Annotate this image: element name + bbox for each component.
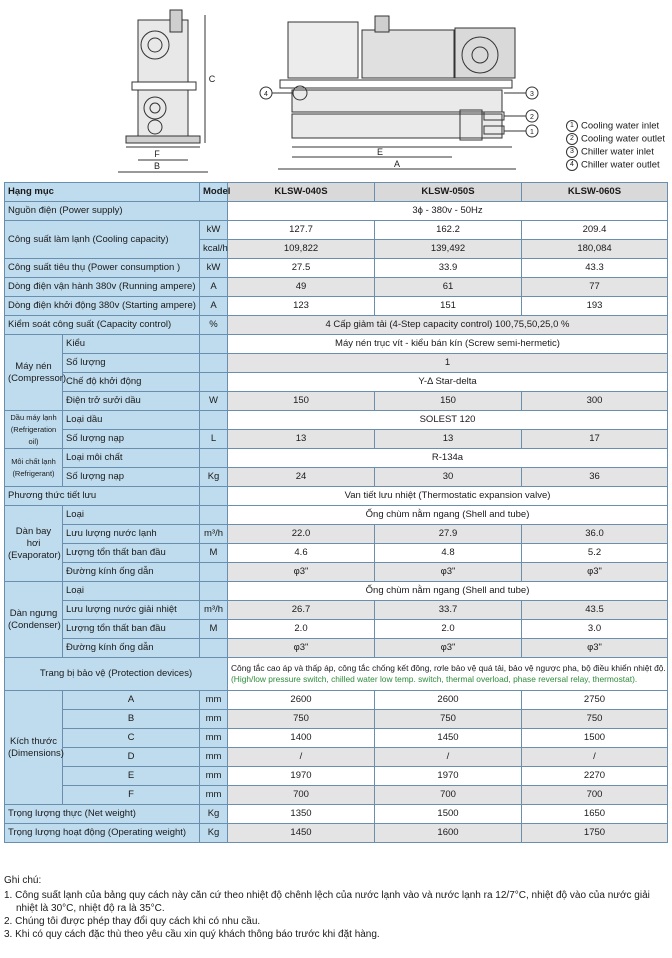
cell-value: φ3" [522,563,668,582]
row-unit [200,563,228,582]
compressor-heater-row [5,392,668,411]
row-unit: mm [200,710,228,729]
row-unit: mm [200,691,228,710]
row-unit: kW [200,259,228,278]
dim-row-a [5,691,668,710]
dim-row-b [5,710,668,729]
row-unit [200,487,228,506]
row-unit: mm [200,786,228,805]
row-label: Đường kính ống dẫn [63,639,200,658]
row-unit: L [200,430,228,449]
cell-value: 123 [228,297,375,316]
cell-value: 2.0 [375,620,522,639]
cell-value: 2270 [522,767,668,786]
evaporator-flow-row [5,525,668,544]
cell-value: 26.7 [228,601,375,620]
row-label: Dòng điện khởi động 380v (Starting ampere) [5,297,200,316]
row-label: Trọng lượng thực (Net weight) [5,805,200,824]
row-unit: W [200,392,228,411]
row-unit: kcal/h [200,240,228,259]
cell-value: 1400 [228,729,375,748]
row-value: Van tiết lưu nhiệt (Thermostatic expansion valve) [228,487,668,506]
row-unit [200,354,228,373]
row-label: E [63,767,200,786]
row-unit [200,449,228,468]
protection-vi: Công tắc cao áp và thấp áp, công tắc chống kết đông, rơle bảo vệ quá tải, bảo vệ ngược pha, bộ điều khiển nhiệt độ. [231,663,666,673]
row-unit [200,411,228,430]
cell-value: 27.5 [228,259,375,278]
cell-value: 2.0 [228,620,375,639]
cell-value: 1650 [522,805,668,824]
header-item: Hạng mục [5,183,200,202]
dim-row-e [5,767,668,786]
row-label: Chế độ khởi động [63,373,200,392]
row-value: Ống chùm nằm ngang (Shell and tube) [228,582,668,601]
cell-value: 193 [522,297,668,316]
row-label: Trọng lượng hoạt động (Operating weight) [5,824,200,843]
row-unit: mm [200,748,228,767]
cell-value: 151 [375,297,522,316]
expansion-row [5,487,668,506]
cell-value: 36.0 [522,525,668,544]
callout-3-label: 3 [530,91,534,98]
cell-value: 750 [228,710,375,729]
row-unit: m³/h [200,601,228,620]
front-view [272,16,526,169]
starting-ampere-row [5,297,668,316]
cell-value: 4.8 [375,544,522,563]
row-unit: A [200,278,228,297]
cell-value: 700 [228,786,375,805]
evaporator-pipe-row [5,563,668,582]
row-label: C [63,729,200,748]
running-ampere-row [5,278,668,297]
cell-value: 5.2 [522,544,668,563]
row-unit: Kg [200,805,228,824]
power-supply-row [5,202,668,221]
cell-value: φ3" [228,639,375,658]
row-unit: Kg [200,824,228,843]
group-compressor: Máy nén (Compressor) [5,335,63,411]
cell-value: 700 [375,786,522,805]
cell-value: / [375,748,522,767]
row-value: SOLEST 120 [228,411,668,430]
capacity-control-row [5,316,668,335]
row-label: Kiểm soát công suất (Capacity control) [5,316,200,335]
header-row [5,183,668,202]
row-unit: mm [200,767,228,786]
dim-row-f [5,786,668,805]
protection-en: (High/low pressure switch, chilled water low temp. switch, thermal overload, phase reversal relay, thermostat). [231,674,638,684]
cell-value: φ3" [522,639,668,658]
row-unit: M [200,544,228,563]
legend-num: 3 [566,146,578,158]
cell-value: 180,084 [522,240,668,259]
legend-text: Cooling water outlet [581,133,665,145]
model-name: KLSW-050S [375,183,522,202]
legend-item [566,120,665,133]
cell-value: 43.5 [522,601,668,620]
row-label: A [63,691,200,710]
row-value: R-134a [228,449,668,468]
cell-value: 61 [375,278,522,297]
cell-value: 1450 [375,729,522,748]
cell-value: 109,822 [228,240,375,259]
cell-value: 2750 [522,691,668,710]
row-unit [200,582,228,601]
cell-value: φ3" [375,639,522,658]
power-consumption-row [5,259,668,278]
protection-value [228,658,668,691]
notes-title: Ghi chú: [4,875,42,886]
dim-label-a: A [393,159,401,169]
row-label: D [63,748,200,767]
legend-item [566,133,665,146]
model-name: KLSW-060S [522,183,668,202]
compressor-qty-row [5,354,668,373]
row-label: Loại môi chất [63,449,200,468]
row-label: B [63,710,200,729]
group-oil: Dầu máy lạnh (Refrigeration oil) [5,411,63,449]
group-condenser: Dàn ngưng (Condenser) [5,582,63,658]
row-label: Lượng tổn thất ban đầu [63,620,200,639]
row-unit [200,639,228,658]
cell-value: 750 [522,710,668,729]
cell-value: 1450 [228,824,375,843]
row-label: Đường kính ống dẫn [63,563,200,582]
condenser-pipe-row [5,639,668,658]
row-label: Loại [63,582,200,601]
row-value: 1 [228,354,668,373]
row-label: Số lượng nạp [63,430,200,449]
cell-value: 139,492 [375,240,522,259]
cell-value: 27.9 [375,525,522,544]
header-model: Model [200,183,228,202]
cell-value: 1500 [375,805,522,824]
note-item: 2. Chúng tôi được phép thay đổi quy cách khi có nhu cầu. [4,916,261,927]
cell-value: / [228,748,375,767]
row-label: Số lượng nạp [63,468,200,487]
dim-row-d [5,748,668,767]
condenser-flow-row [5,601,668,620]
row-unit: mm [200,729,228,748]
condenser-loss-row [5,620,668,639]
protection-row [5,658,668,691]
row-unit [200,506,228,525]
legend-num: 4 [566,159,578,171]
cell-value: / [522,748,668,767]
row-label: Loại dầu [63,411,200,430]
dim-row-c [5,729,668,748]
cell-value: 3.0 [522,620,668,639]
refrigerant-type-row [5,449,668,468]
cell-value: 13 [228,430,375,449]
cell-value: 150 [375,392,522,411]
evaporator-type-row [5,506,668,525]
cell-value: 700 [522,786,668,805]
cell-value: 30 [375,468,522,487]
row-label: Phương thức tiết lưu [5,487,200,506]
notes [4,874,668,941]
cell-value: 1970 [228,767,375,786]
legend-num: 1 [566,120,578,132]
cell-value: 77 [522,278,668,297]
row-unit: % [200,316,228,335]
row-unit: Kg [200,468,228,487]
cell-value: 1350 [228,805,375,824]
connection-legend [566,120,665,172]
cell-value: 2600 [228,691,375,710]
callout-4-label: 4 [264,91,268,98]
evaporator-loss-row [5,544,668,563]
spec-table [4,182,668,843]
cell-value: 2600 [375,691,522,710]
dim-label-e: E [376,147,384,157]
legend-text: Chiller water inlet [581,146,654,158]
cell-value: 22.0 [228,525,375,544]
cell-value: 127.7 [228,221,375,240]
row-unit: A [200,297,228,316]
row-unit [200,335,228,354]
oil-qty-row [5,430,668,449]
row-value: Ống chùm nằm ngang (Shell and tube) [228,506,668,525]
operating-weight-row [5,824,668,843]
row-value: Y-Δ Star-delta [228,373,668,392]
cell-value: φ3" [375,563,522,582]
cell-value: 162.2 [375,221,522,240]
row-value: Máy nén trục vít - kiểu bán kín (Screw semi-hermetic) [228,335,668,354]
row-value: 3ϕ - 380v - 50Hz [228,202,668,221]
cell-value: φ3" [228,563,375,582]
cell-value: 49 [228,278,375,297]
row-label: Lưu lượng nước giải nhiệt [63,601,200,620]
cell-value: 36 [522,468,668,487]
group-evaporator: Dàn bay hơi (Evaporator) [5,506,63,582]
legend-num: 2 [566,133,578,145]
dim-label-f: F [154,149,160,159]
cell-value: 150 [228,392,375,411]
row-label: Lượng tổn thất ban đầu [63,544,200,563]
row-label: Kiểu [63,335,200,354]
oil-type-row [5,411,668,430]
row-label: Công suất làm lạnh (Cooling capacity) [5,221,200,259]
callout-1-label: 1 [530,129,534,136]
model-name: KLSW-040S [228,183,375,202]
net-weight-row [5,805,668,824]
row-unit: kW [200,221,228,240]
row-label: Nguồn điện (Power supply) [5,202,228,221]
cell-value: 33.9 [375,259,522,278]
legend-item [566,146,665,159]
row-label: Công suất tiêu thụ (Power consumption ) [5,259,200,278]
row-label: Lưu lượng nước lạnh [63,525,200,544]
row-label: Dòng điện vận hành 380v (Running ampere) [5,278,200,297]
group-refrigerant: Môi chất lạnh (Refrigerant) [5,449,63,487]
dim-label-b: B [153,161,161,171]
cell-value: 1970 [375,767,522,786]
cell-value: 24 [228,468,375,487]
note-item: 1. Công suất lạnh của bảng quy cách này căn cứ theo nhiệt độ chênh lệch của nước lạnh vào và nước lạnh ra 12/7°C, nhiệt độ vào của nước giải nhiệt là 30°C, nhiệt độ ra là 35°C. [4,890,650,914]
row-value: 4 Cấp giảm tải (4-Step capacity control) 100,75,50,25,0 % [228,316,668,335]
row-label: F [63,786,200,805]
callout-2-label: 2 [530,114,534,121]
dim-label-c: C [208,74,216,84]
compressor-start-row [5,373,668,392]
legend-text: Cooling water inlet [581,120,660,132]
refrigerant-qty-row [5,468,668,487]
compressor-type-row [5,335,668,354]
condenser-type-row [5,582,668,601]
row-label: Trang bị bảo vệ (Protection devices) [5,658,228,691]
row-unit [200,373,228,392]
side-view [118,10,208,172]
cell-value: 13 [375,430,522,449]
cell-value: 209.4 [522,221,668,240]
cell-value: 1600 [375,824,522,843]
note-item: 3. Khi có quy cách đặc thù theo yêu cầu xin quý khách thông báo trước khi đặt hàng. [4,929,380,940]
row-label: Số lượng [63,354,200,373]
group-dimensions: Kích thước (Dimensions) [5,691,63,805]
legend-item [566,159,665,172]
row-label: Điện trở sưởi dầu [63,392,200,411]
legend-text: Chiller water outlet [581,159,660,171]
cell-value: 300 [522,392,668,411]
cell-value: 1750 [522,824,668,843]
cell-value: 750 [375,710,522,729]
row-label: Loại [63,506,200,525]
cell-value: 1500 [522,729,668,748]
cell-value: 43.3 [522,259,668,278]
row-unit: M [200,620,228,639]
cooling-capacity-row [5,221,668,240]
cell-value: 17 [522,430,668,449]
cell-value: 33.7 [375,601,522,620]
cell-value: 4.6 [228,544,375,563]
row-unit: m³/h [200,525,228,544]
